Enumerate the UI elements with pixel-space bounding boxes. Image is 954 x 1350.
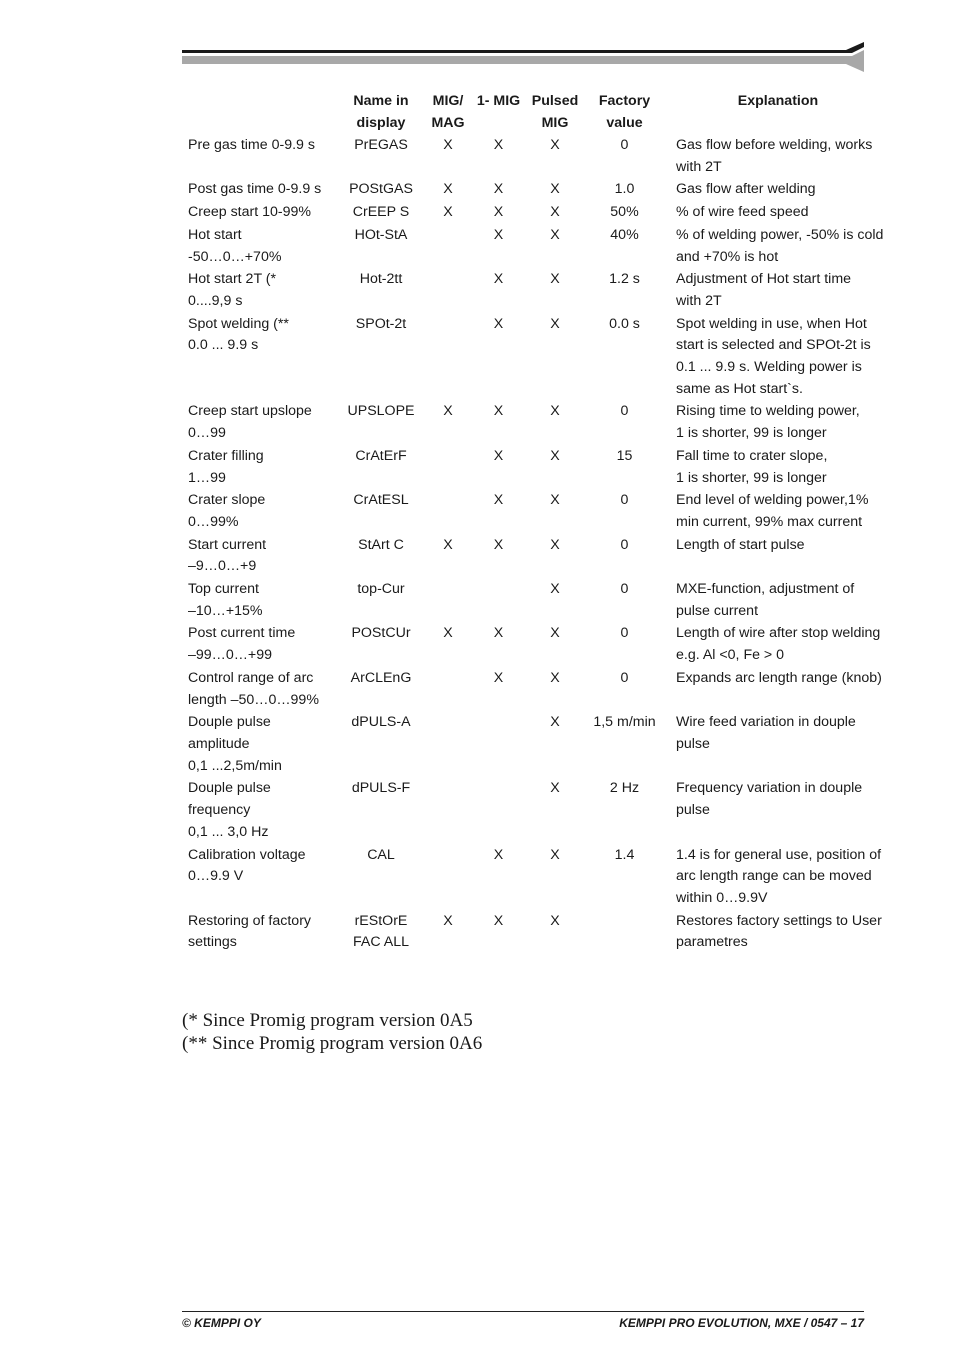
pulsed-mig-cell: X [550, 581, 560, 598]
footer-divider [182, 1311, 864, 1312]
pulsed-mig-cell: X [550, 625, 560, 642]
pulsed-mig-cell: X [550, 714, 560, 731]
explanation-cell: Length of wire after stop welding e.g. Al <0, Fe > 0 [676, 625, 881, 664]
explanation-cell: Gas flow after welding [676, 181, 816, 198]
mig-mag-cell [428, 712, 468, 778]
footnote-version-0a5: (* Since Promig program version 0A5 [182, 1010, 473, 1031]
one-mig-cell: X [493, 536, 504, 553]
display-name-cell: HOt-StA [354, 226, 408, 243]
column-header-parameter [182, 90, 334, 135]
explanation-cell: Rising time to welding power, 1 is shorter, 99 is longer [676, 403, 860, 442]
mig-mag-cell: X [443, 204, 453, 221]
explanation-cell: % of welding power, -50% is cold and +70% is hot [676, 226, 884, 265]
pulsed-mig-cell: X [550, 447, 560, 464]
table-row [182, 668, 888, 712]
explanation-cell: MXE-function, adjustment of pulse current [676, 581, 855, 619]
pulsed-mig-cell: X [550, 403, 560, 420]
factory-value-cell: 1.0 [614, 181, 635, 198]
parameter-cell: Douple pulse amplitude 0,1 ...2,5m/min [188, 714, 282, 774]
parameter-cell: Creep start 10-99% [188, 204, 312, 221]
one-mig-cell: X [493, 669, 504, 686]
factory-value-cell: 0 [620, 492, 629, 509]
parameter-cell: Hot start 2T (* 0....9,9 s [188, 271, 277, 309]
explanation-cell: Fall time to crater slope, 1 is shorter, 99 is longer [676, 447, 828, 486]
one-mig-cell: X [493, 846, 504, 863]
display-name-cell: CrEEP S [352, 204, 410, 221]
one-mig-cell [468, 579, 529, 623]
table-row [182, 490, 888, 534]
column-header-factory-value: Factory value [598, 93, 651, 131]
one-mig-cell: X [493, 315, 504, 332]
column-header-display-name: Name in display [353, 93, 409, 131]
factory-value-cell: 2 Hz [609, 780, 640, 797]
factory-value-cell: 1.2 s [609, 271, 640, 288]
column-header-pulsed-mig: Pulsed MIG [531, 93, 579, 131]
pulsed-mig-cell: X [550, 536, 560, 553]
parameter-cell: Post current time –99…0…+99 [188, 625, 296, 664]
display-name-cell: top-Cur [357, 581, 405, 598]
factory-value-cell: 0.0 s [609, 315, 640, 332]
display-name-cell: UPSLOPE [347, 403, 415, 420]
one-mig-cell: X [493, 625, 504, 642]
explanation-cell: 1.4 is for general use, position of arc length range can be moved within 0…9.9V [676, 846, 882, 906]
explanation-cell: Wire feed variation in douple pulse [676, 714, 856, 752]
table-body [182, 135, 888, 955]
parameter-cell: Control range of arc length –50…0…99% [188, 669, 319, 708]
pulsed-mig-cell: X [550, 137, 560, 153]
mig-mag-cell [428, 269, 468, 313]
mig-mag-cell [428, 668, 468, 712]
display-name-cell: rEStOrE FAC ALL [353, 912, 409, 951]
table-header-row [182, 90, 888, 135]
table-row [182, 135, 888, 179]
pulsed-mig-cell: X [550, 912, 560, 929]
table-row [182, 225, 888, 269]
display-name-cell: dPULS-F [351, 780, 411, 797]
table-row [182, 911, 888, 955]
one-mig-cell: X [493, 271, 504, 288]
table-row [182, 579, 888, 623]
one-mig-cell: X [493, 226, 504, 243]
pulsed-mig-cell: X [550, 271, 560, 288]
parameter-cell: Pre gas time 0-9.9 s [188, 137, 315, 153]
one-mig-cell: X [493, 181, 504, 198]
explanation-cell: Expands arc length range (knob) [676, 669, 882, 686]
pulsed-mig-cell: X [550, 846, 560, 863]
mig-mag-cell [428, 778, 468, 844]
parameter-cell: Start current –9…0…+9 [188, 536, 267, 575]
pulsed-mig-cell: X [550, 780, 560, 797]
parameter-cell: Crater filling 1…99 [188, 447, 264, 486]
mig-mag-cell: X [443, 536, 453, 553]
factory-value-cell: 1.4 [614, 846, 635, 863]
mig-mag-cell [428, 225, 468, 269]
footnote-version-0a6: (** Since Promig program version 0A6 [182, 1033, 483, 1054]
explanation-cell: Restores factory settings to User parametres [676, 912, 882, 951]
parameter-cell: Douple pulse frequency 0,1 ... 3,0 Hz [188, 780, 271, 840]
footnotes [182, 1009, 482, 1055]
mig-mag-cell [428, 314, 468, 402]
column-header-explanation: Explanation [737, 93, 819, 109]
pulsed-mig-cell: X [550, 669, 560, 686]
one-mig-cell: X [493, 403, 504, 420]
mig-mag-cell [428, 446, 468, 490]
parameter-cell: Hot start -50…0…+70% [188, 226, 282, 265]
display-name-cell: POStCUr [351, 625, 411, 642]
display-name-cell: CAL [367, 846, 395, 863]
mig-mag-cell: X [443, 625, 453, 642]
table-row [182, 623, 888, 667]
table-row [182, 401, 888, 445]
one-mig-cell: X [493, 137, 504, 153]
one-mig-cell [468, 778, 529, 844]
display-name-cell: PrEGAS [354, 137, 408, 153]
factory-value-cell: 0 [620, 669, 629, 686]
parameter-cell: Calibration voltage 0…9.9 V [188, 846, 306, 885]
column-header-1-mig: 1- MIG [476, 93, 521, 109]
footer-document-id: KEMPPI PRO EVOLUTION, MXE / 0547 – 17 [619, 1316, 864, 1330]
table-row [182, 712, 888, 778]
mig-mag-cell [428, 845, 468, 911]
pulsed-mig-cell: X [550, 204, 560, 221]
display-name-cell: CrAtErF [355, 447, 407, 464]
factory-value-cell: 40% [610, 226, 639, 243]
mig-mag-cell: X [443, 137, 453, 153]
explanation-cell: Gas flow before welding, works with 2T [676, 137, 873, 175]
one-mig-cell: X [493, 492, 504, 509]
one-mig-cell [468, 712, 529, 778]
explanation-cell: % of wire feed speed [676, 204, 809, 221]
mig-mag-cell: X [443, 403, 453, 420]
one-mig-cell: X [493, 204, 504, 221]
mig-mag-cell [428, 579, 468, 623]
table-row [182, 202, 888, 225]
one-mig-cell: X [493, 912, 504, 929]
explanation-cell: Adjustment of Hot start time with 2T [676, 271, 852, 309]
mig-mag-cell: X [443, 181, 453, 198]
table-row [182, 179, 888, 202]
display-name-cell: SPOt-2t [355, 315, 407, 332]
display-name-cell: CrAtESL [353, 492, 409, 509]
column-header-mig-mag: MIG/ MAG [431, 93, 465, 131]
mig-mag-cell: X [443, 912, 453, 929]
table-row [182, 778, 888, 844]
parameter-cell: Crater slope 0…99% [188, 492, 266, 530]
table-row [182, 845, 888, 911]
display-name-cell: StArt C [358, 536, 404, 553]
display-name-cell: POStGAS [349, 181, 413, 198]
factory-value-cell: 0 [620, 581, 629, 598]
header-decoration-bar [182, 42, 864, 74]
factory-value-cell: 0 [620, 625, 629, 642]
factory-value-cell: 0 [620, 536, 629, 553]
pulsed-mig-cell: X [550, 181, 560, 198]
pulsed-mig-cell: X [550, 492, 560, 509]
explanation-cell: Frequency variation in douple pulse [676, 780, 863, 819]
factory-value-cell: 0 [620, 137, 629, 153]
table-row [182, 269, 888, 313]
explanation-cell: Spot welding in use, when Hot start is selected and SPOt-2t is 0.1 ... 9.9 s. Welding power is same as Hot start`s. [676, 315, 871, 397]
display-name-cell: dPULS-A [351, 714, 411, 731]
table-row [182, 446, 888, 490]
parameter-cell: Post gas time 0-9.9 s [188, 181, 322, 198]
factory-value-cell: 50% [610, 204, 639, 221]
parameter-cell: Restoring of factory settings [188, 912, 312, 951]
footer-copyright: © KEMPPI OY [182, 1316, 261, 1330]
explanation-cell: Length of start pulse [676, 536, 805, 553]
parameter-cell: Spot welding (** 0.0 ... 9.9 s [188, 315, 289, 354]
factory-value-cell [581, 911, 668, 955]
mig-mag-cell [428, 490, 468, 534]
factory-value-cell: 15 [616, 447, 633, 464]
table-row [182, 535, 888, 579]
display-name-cell: ArCLEnG [350, 669, 412, 686]
pulsed-mig-cell: X [550, 315, 560, 332]
one-mig-cell: X [493, 447, 504, 464]
parameter-cell: Creep start upslope 0…99 [188, 403, 312, 442]
display-name-cell: Hot-2tt [359, 271, 403, 288]
pulsed-mig-cell: X [550, 226, 560, 243]
parameter-table [182, 90, 888, 955]
factory-value-cell: 0 [620, 403, 629, 420]
factory-value-cell: 1,5 m/min [593, 714, 656, 731]
parameter-cell: Top current –10…+15% [188, 581, 263, 619]
explanation-cell: End level of welding power,1% min current, 99% max current [676, 492, 869, 530]
table-row [182, 314, 888, 402]
